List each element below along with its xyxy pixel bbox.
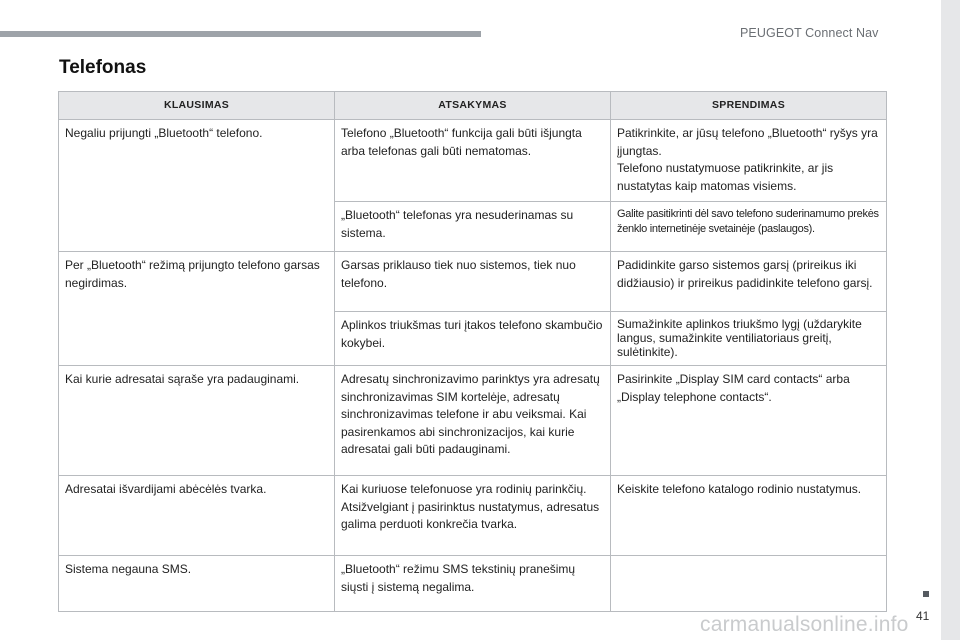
brand-label: PEUGEOT Connect Nav bbox=[740, 26, 879, 40]
column-header-question: KLAUSIMAS bbox=[59, 92, 335, 120]
table-row bbox=[59, 120, 887, 202]
solution-line: Telefono nustatymuose patikrinkite, ar jis nustatytas kaip matomas visiems. bbox=[617, 161, 834, 193]
header-accent-bar bbox=[0, 31, 481, 37]
table-row bbox=[59, 556, 887, 612]
question-cell: Per „Bluetooth“ režimą prijungto telefono garsas negirdimas. bbox=[59, 252, 335, 366]
solution-line: Padidinkite garso sistemos garsį (prireikus iki didžiausio) ir prireikus padidinkite telefono garsį. bbox=[617, 258, 873, 290]
table-row bbox=[59, 366, 887, 476]
answer-cell: Kai kuriuose telefonuose yra rodinių parinkčių. Atsižvelgiant į pasirinktus nustatymus, adresatus galima perduoti konkrečia tvarka. bbox=[335, 476, 611, 556]
solution-line: Sumažinkite aplinkos triukšmo lygį (uždarykite langus, sumažinkite ventiliatoriaus greitį, sulėtinkite). bbox=[617, 317, 862, 359]
table-row bbox=[59, 476, 887, 556]
column-header-answer: ATSAKYMAS bbox=[335, 92, 611, 120]
page-marker bbox=[923, 591, 929, 597]
solution-line: Patikrinkite, ar jūsų telefono „Bluetooth“ ryšys yra įjungtas. bbox=[617, 126, 878, 158]
watermark: carmanualsonline.info bbox=[700, 613, 909, 636]
page-number: 41 bbox=[916, 609, 930, 623]
column-header-solution: SPRENDIMAS bbox=[611, 92, 887, 120]
solution-cell bbox=[611, 252, 887, 312]
solution-line: Pasirinkite „Display SIM card contacts“ arba „Display telephone contacts“. bbox=[617, 372, 850, 404]
answer-cell: Adresatų sinchronizavimo parinktys yra adresatų sinchronizavimas SIM kortelėje, adresatų sinchronizavimas telefone ir abu veiksmai. Kai pasirenkamos abi sinchronizacijos, kai kurie adresatai gali būti padauginami. bbox=[335, 366, 611, 476]
solution-cell bbox=[611, 476, 887, 556]
solution-line: Galite pasitikrinti dėl savo telefono suderinamumo prekės ženklo internetinėje svetainėje (paslaugos). bbox=[617, 208, 879, 235]
answer-cell: Aplinkos triukšmas turi įtakos telefono skambučio kokybei. bbox=[335, 312, 611, 366]
faq-table bbox=[58, 91, 887, 612]
side-strip bbox=[941, 0, 960, 640]
page-title: Telefonas bbox=[59, 57, 147, 78]
question-cell: Sistema negauna SMS. bbox=[59, 556, 335, 612]
solution-cell bbox=[611, 556, 887, 612]
answer-cell: Garsas priklauso tiek nuo sistemos, tiek nuo telefono. bbox=[335, 252, 611, 312]
solution-line: Keiskite telefono katalogo rodinio nustatymus. bbox=[617, 482, 862, 496]
question-cell: Negaliu prijungti „Bluetooth“ telefono. bbox=[59, 120, 335, 252]
answer-cell: Telefono „Bluetooth“ funkcija gali būti išjungta arba telefonas gali būti nematomas. bbox=[335, 120, 611, 202]
solution-cell bbox=[611, 120, 887, 202]
answer-cell: „Bluetooth“ telefonas yra nesuderinamas su sistema. bbox=[335, 202, 611, 252]
question-cell: Kai kurie adresatai sąraše yra padauginami. bbox=[59, 366, 335, 476]
solution-cell bbox=[611, 312, 887, 366]
question-cell: Adresatai išvardijami abėcėlės tvarka. bbox=[59, 476, 335, 556]
solution-cell bbox=[611, 202, 887, 252]
table-header-row bbox=[59, 92, 887, 120]
solution-cell bbox=[611, 366, 887, 476]
table-row bbox=[59, 252, 887, 312]
answer-cell: „Bluetooth“ režimu SMS tekstinių pranešimų siųsti į sistemą negalima. bbox=[335, 556, 611, 612]
